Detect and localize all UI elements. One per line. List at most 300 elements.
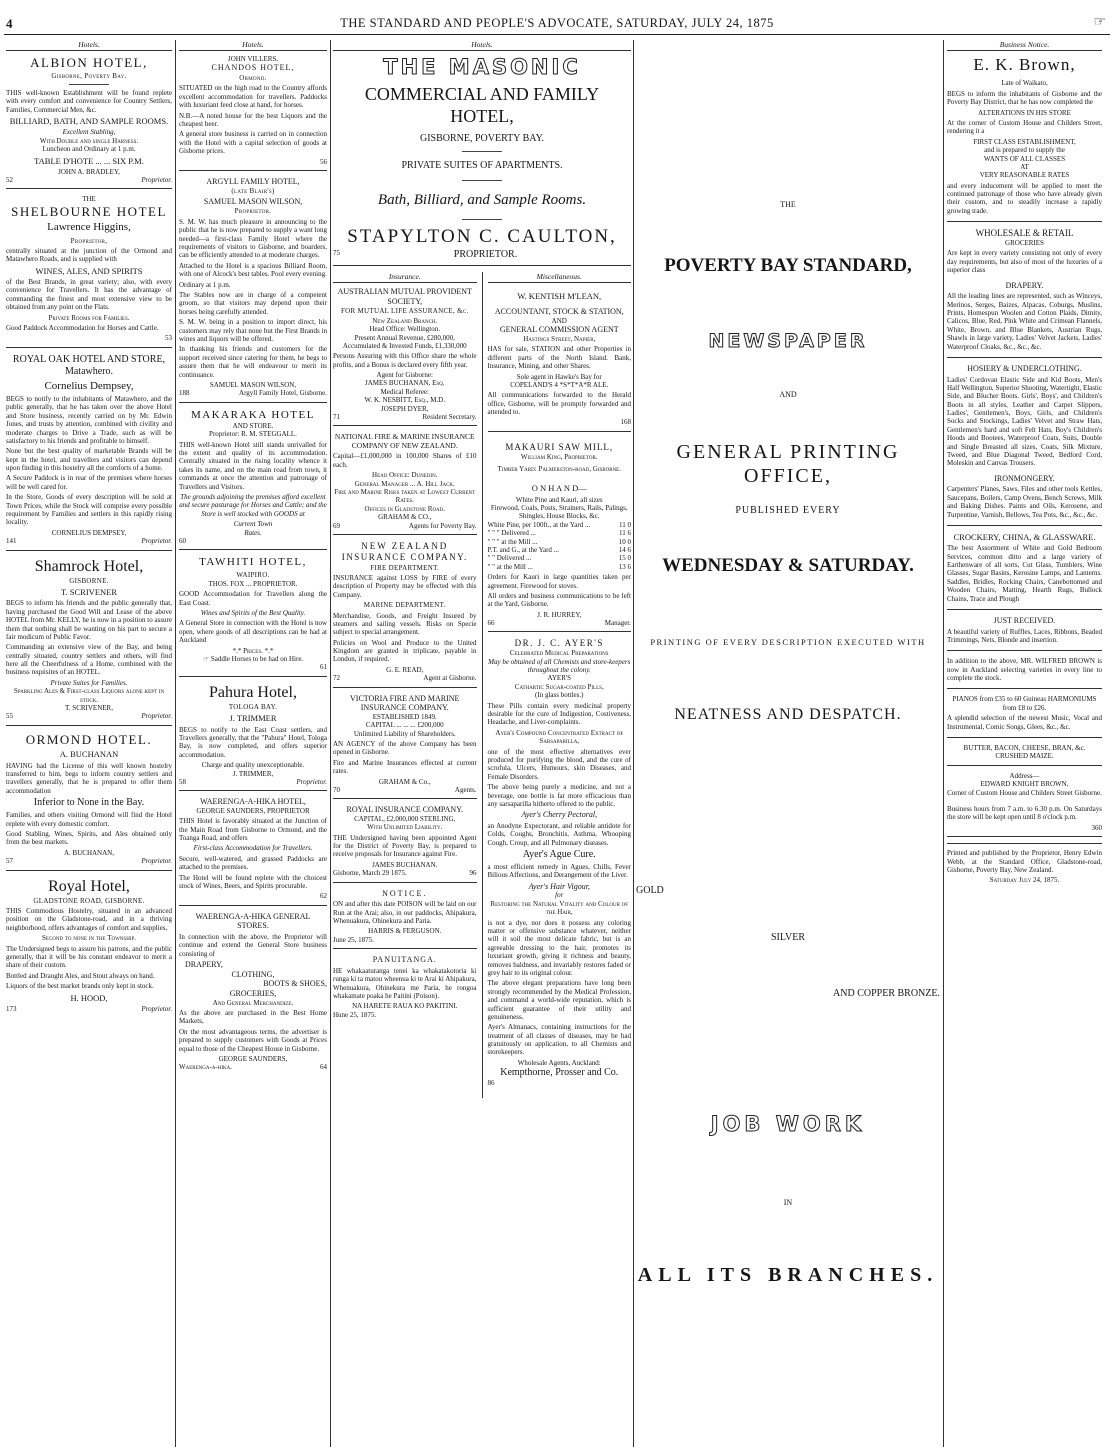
ad-title: SHELBOURNE HOTEL [11,203,167,219]
ad-line: Inferior to None in the Bay. [33,797,145,809]
header-rule [4,34,1110,35]
ad-line: GRAHAM & Co., [378,777,431,786]
ad-line: CAPITAL ... ... ... £200,000 [365,721,444,730]
ad-body: Fire and Marine Insurances effected at current rates. [333,758,477,776]
ad-title: NATIONAL FIRE & MARINE INSURANCE COMPANY OF NEW ZEALAND. [334,432,475,451]
ad-line: Wholesale Agents, Auckland: [517,1058,601,1067]
price-item: " " at the Mill ... [487,562,533,571]
ad-owner: Lawrence Higgins, [47,221,131,234]
ad-title: Pahura Hotel, [209,683,297,701]
ad-line: Luncheon and Ordinary at 1 p.m. [42,145,136,154]
ad-owner: THOS. FOX ... PROPRIETOR. [208,579,298,588]
ad-nz-insurance [333,541,477,688]
ad-body: AN AGENCY of the above Company has been opened in Gisborne. [333,739,477,757]
ad-kentish-mclean [488,291,632,432]
ad-line: JOSEPH DYER, [381,404,429,413]
ad-body: The above elegant preparations have long been strongly recommended by the Medical Profession, and command a world-wide reputation, which is sufficient guarantee of their utility and genuineness. [487,979,631,1021]
ad-line: Ayer's Compound Concentrated Extract of Sarsaparilla, [495,728,624,746]
ad-body: Ordinary at 1 p.m. [179,280,231,289]
ad-line: WANTS OF ALL CLASSES [983,154,1066,163]
ad-line: AND [551,316,567,325]
ad-line: Head Office: Dunedin. [372,471,438,480]
ad-line: Ayer's Cherry Pectoral, [521,810,598,820]
ad-line: AT [1020,162,1029,171]
ad-line: W. K. NESBITT, Esq., M.D. [364,396,445,405]
ad-title: ROYAL OAK HOTEL AND STORE, Matawhero. [12,353,166,377]
ad-line: Agents. [454,785,477,794]
ad-line: Wines and Spirits of the Best Quality. [200,609,306,618]
ad-body: In addition to the above, MR. WILFRED BROWN is now in Auckland selecting varieties in every line to complete the stock. [947,657,1102,683]
ad-number: 96 [469,869,477,878]
ad-proprietor: CORNELIUS DEMPSEY, [51,528,127,537]
ad-body: Persons Assuring with this Office share the whole profits, and a Bonus is declared every fifth year. [333,352,477,369]
col3-subcolumns [333,272,631,1097]
ad-address [947,772,1102,837]
ad-line: IRONMONGERY. [994,473,1055,483]
ad-ek-brown [947,55,1102,222]
ad-list-item: GROCERIES, [229,988,277,998]
ad-line: THE [780,200,796,209]
ad-owner: Cornelius Dempsey, [44,379,134,392]
ad-line: Charge and quality unexceptionable. [201,761,305,770]
ad-line: TABLE D'HOTE ... ... SIX P.M. [34,155,144,166]
ad-just-received [947,616,1102,651]
imprint-text: Printed and published by the Proprietor, Henry Edwin Webb, at the Standard Office, Gladstone-road, Gisborne, Poverty Bay, New Zealand. [947,849,1102,874]
ad-number: 86 [487,1079,495,1088]
ad-title: W. KENTISH M'LEAN, [517,291,602,302]
ad-line: Hastings Street, Napier, [523,334,596,343]
ad-victoria-insurance [333,694,477,800]
ad-line: Second to none in the Township. [42,934,136,943]
ad-title: CHANDOS HOTEL, [211,63,295,73]
ad-body: THE Undersigned having been appointed Agent for the District of Poverty Bay, is prepared to receive proposals for Insurance against Fire. [333,833,477,859]
ad-body: GOOD Accommodation for Travellers along the East Coast. [179,590,327,607]
ad-line: VERY REASONABLE RATES [979,171,1070,180]
ad-line: FOR MUTUAL LIFE ASSURANCE, &c. [340,307,469,316]
ad-number: 52 [6,176,13,185]
ad-body: Policies on Wool and Produce to the United Kingdom are granted in triplicate, payable in London, if required. [333,638,477,664]
ad-line: WINES, ALES, AND SPIRITS [35,265,143,276]
ad-body: In thanking his friends and customers for the support received since catering for them, he begs to assure them that he will endeavour to merit its continuance. [179,345,327,379]
ad-title: ARGYLL FAMILY HOTEL, [206,176,300,186]
ad-body: The best Assortment of White and Gold Bedroom Services, common ditto and a large variety of Earthenware of all sorts, Cut Glass, Tumblers, Wine Glasses, Sugar Basins, Kerosine Lamps, and Lanterns. Saddles, Bridles, Rocking Chairs, Canebottomed and Wooden Chairs, Matting, Hearth Rugs, Bullock Chains, Trace and Plough [947,544,1102,603]
ad-pahura-hotel [179,683,327,792]
price-value: 14 6 [618,545,631,554]
section-heading: Business Notice. [947,40,1102,51]
ad-line: CAPITAL, £2,000,000 STERLING, [354,814,456,823]
ad-line: (In glass bottles.) [535,691,584,700]
ad-place: GISBORNE. [69,576,109,585]
ad-body: Orders for Kauri in large quantities taken per agreement. Firewood for stoves. [487,573,631,590]
ad-makaraka-hotel [179,409,327,551]
ad-number: 58 [179,777,186,786]
divider [69,84,109,85]
ad-line: Unlimited Liability of Shareholders. [353,729,456,738]
ad-line: Private Suites for Families. [50,678,128,687]
ad-owner: J. TRIMMER [229,713,277,724]
section-heading: Hotels. [179,40,327,51]
price-item: White Pine, per 100ft., at the Yard ... [487,520,591,529]
ad-line: Saddle Horses to be had on Hire. [210,655,304,664]
ad-line: May be obtained of all Chemists and store-keepers throughout the colony. [488,657,631,675]
ad-line: JAMES BUCHANAN. [372,860,438,869]
ad-line: White Pine and Kauri, all sizes [515,495,603,504]
ad-body: A splendid selection of the newest Music, Vocal and Instrumental, Comic Songs, Glees, &c., &c. [947,714,1102,731]
ad-shamrock-hotel [6,557,172,726]
ad-line: AND COPPER BRONZE. [833,988,940,999]
ad-body: Are kept in every variety consisting not only of every day requirements, but also of most of the luxuries of a superior class [947,249,1102,275]
column-divider [633,40,634,1447]
ad-number: 53 [165,334,172,343]
ad-line: Agent for Gisborne: [376,371,433,380]
ad-body: The Stables now are in charge of a competent groom, so that visitors may depend upon their horses being carefully attended. [179,290,327,316]
ad-title: COMMERCIAL AND FAMILY HOTEL, [364,84,600,126]
ad-title: ALBION HOTEL, [30,55,148,70]
ad-line: Rates. [244,528,262,537]
ad-line: Sole agent in Hawke's Bay for [516,372,602,381]
ad-line: DRAPERY. [1005,280,1044,290]
ad-line: Offices in Gladstone Road. [364,504,446,513]
ad-title: POVERTY BAY STANDARD, [664,255,912,276]
price-item: " " Delivered ... [487,554,532,563]
ad-line: Resident Secretary. [422,413,477,422]
pointing-hand-icon: ☞ [202,655,211,664]
ad-body: In the Store, Goods of every description will be sold at Town Prices, while the Stock will comprise every possible requirement by Families and settlers in this rapidly rising locality. [6,493,172,527]
ad-title: JOB WORK [710,1112,866,1136]
ad-body: A Secure Paddock is in rear of the premises where horses will be well cared for. [6,474,172,491]
ad-line: GENERAL COMMISSION AGENT [499,325,619,335]
ad-line: AND [779,390,797,399]
ad-proprietor: SAMUEL MASON WILSON, [209,380,297,389]
ad-number: 62 [320,892,327,901]
ad-body: Good Paddock Accommodation for Horses and Cattle. [6,323,159,332]
section-heading: Hotels. [333,40,631,51]
ad-ormond-hotel [6,732,172,871]
ad-proprietor-label: Proprietor. [141,857,172,866]
ad-line: GROCERIES [1005,239,1044,248]
ad-title: ALL ITS BRANCHES. [637,1264,939,1286]
ad-title: ORMOND HOTEL. [25,731,153,747]
ad-body: centrally situated at the junction of the Ormond and Matawhero Roads, and is supplied with [6,247,172,264]
ad-body: of the Best Brands, in great variety; also, with every convenience for Travellers. It has the advantage of commanding the finest and most extensive view to be obtained from any point on the Flats. [6,278,172,312]
ad-proprietor: J. TRIMMER, [232,769,274,778]
ad-line: FIRE DEPARTMENT. [370,563,440,572]
ad-line: PIANOS from £35 to 60 Guineas HARMONIUMS from £8 to £26. [952,695,1097,712]
price-row [488,529,632,537]
ad-line: Excellent Stabling, [62,128,116,137]
ad-body: The Undersigned begs to assure his patrons, and the public generally, that it will be his constant endeavor to merit a share of their custom. [6,944,172,970]
ad-national-insurance [333,432,477,535]
ad-number: 60 [179,536,186,545]
ad-proprietor-label: Proprietor. [141,176,172,185]
ad-line: Manager. [604,619,631,628]
ad-line: PRIVATE SUITES OF APARTMENTS. [401,160,563,172]
ad-tawhiti-hotel [179,556,327,676]
ad-pianos [947,695,1102,738]
ad-body: HAVING had the License of this well known hostelry transferred to him, begs to inform country settlers and travellers generally, that he is prepared to offer them accommodation [6,761,172,795]
ad-line: THE [82,195,96,204]
ad-proprietor-label: Proprietor. [296,777,327,786]
ad-line: FIRST CLASS ESTABLISHMENT, [973,137,1076,146]
ad-line: Medical Referee: [380,387,429,396]
ad-place: Ormond. [239,73,267,82]
ad-body: is not a dye, nor does it possess any coloring matter or offensive substance whatever, neither will it soil the most delicate fabric, but is an agreeable dressing to the hair, promotes its luxuriant growth, giving it richness and beauty, removes baldness, and invariably restores faded or grey hair to its original colour. [487,918,631,977]
ad-body: SITUATED on the high road to the Country affords excellent accommodation for travellers. Paddocks with luxuriant feed close at hand, for horses. [179,84,327,110]
ad-title: E. K. Brown, [973,55,1076,74]
ad-body: BEGS to notify to the East Coast settlers, and Travellers generally, that the "Pahura" Hotel, Tologa Bay, is now completed, and offers superior accommodation. [179,725,327,759]
ad-number: 57 [6,857,13,866]
ad-title: Shamrock Hotel, [34,557,144,575]
ad-groceries [947,228,1102,358]
ad-body: All the leading lines are represented, such as Winceys, Merinos, Serges, Baizes, Alpacas, Coburgs, Muslins, Prints, Homespun Woolen and Cotton Plaids, Dimity, Calicos, Blue, Red, Pink White and Crimean Flannels, White, Brown, and Blue Blankets, Austrian Rugs, Shawls in large variety, Ladies' Velvet Jackets, Ladies' Waterproof Cloaks, &c., &c., &c. [947,292,1102,351]
ad-owner: STAPYLTON C. CAULTON, [347,226,617,248]
column-divider [175,40,176,1447]
ad-line: Ayer's Ague Cure. [522,849,596,861]
column-divider [943,40,944,1447]
ad-number: 66 [487,619,495,628]
ad-proprietor: H. HOOD, [70,992,108,1003]
ad-date: June 25, 1875. [333,935,374,944]
ad-body: Merchandise, Goods, and Freight Insured by steamers and sailing vessels. Risks on Specie subject to special arrangement. [333,611,477,637]
ad-number: 168 [620,418,631,427]
ad-owner: William King, Proprietor. [520,452,598,461]
ad-number: 61 [320,663,327,672]
ad-body: None but the best quality of marketable Brands will be kept in the hotel, and travellers and visitors can depend upon finding in this hostelry all the comforts of a home. [6,447,172,473]
ad-line: ALTERATIONS IN HIS STORE [978,108,1071,117]
ad-wilfred-brown [947,657,1102,689]
price-row [488,538,632,546]
ad-number: 55 [6,712,13,721]
ad-line: Cathartic Sugar-coated Pills, [514,682,604,691]
ad-line: SILVER [770,932,806,943]
ad-body: N.B.—A noted house for the best Liquors and the cheapest beer. [179,111,327,128]
ad-title: Royal Hotel, [48,877,130,895]
price-value: 11 6 [619,529,631,538]
ad-body: ON and after this date POISON will be laid on our Run at the Arai; also, in our paddocks, Ahipakura, Whenuakura, Ohinekura and Paria. [333,900,477,926]
ad-royal-hotel [6,877,172,1018]
ad-line: J. R. HURREY, [537,610,582,619]
ad-waerenga-hotel [179,797,327,906]
ad-line: New Zealand Branch. [372,316,438,325]
ad-line: O N H A N D— [531,483,587,494]
ad-body: BEGS to inform the inhabitants of Gisborne and the Poverty Bay District, that he has now completed the [947,89,1102,107]
ad-body: and every inducement will be applied to meet the continued patronage of those who have already given their custom, and to steadily increase a rapidly growing trade. [947,181,1102,215]
ad-proprietor: A. BUCHANAN, [64,848,114,857]
section-heading: Insurance. [333,272,477,283]
ad-title: WEDNESDAY & SATURDAY. [662,555,914,576]
divider [462,180,502,181]
ad-line: Kempthorne, Prosser and Co. [500,1067,619,1079]
ad-body: As the above are purchased in the Best Home Markets, [179,1008,327,1026]
column-printing-office [636,40,940,1447]
insurance-column [333,272,483,1097]
ad-line: Sparkling Ales & First-class Liquors alone kept in stock. [13,687,165,704]
ad-proprietor-label: Proprietor. [141,712,172,721]
ad-owner: A. BUCHANAN [59,749,119,760]
ad-body: THIS well-known Establishment will be found replete with every comfort and convenience for Country Settlers, Families, Commercial Men, &c. [6,88,172,114]
ad-royal-oak-hotel [6,354,172,551]
ad-number: 141 [6,537,17,546]
ad-title: NEATNESS AND DESPATCH. [674,706,902,723]
masthead: THE STANDARD AND PEOPLE'S ADVOCATE, SATURDAY, JULY 24, 1875 [340,16,774,30]
ad-body: These Pills contain every medicinal property desirable for the cure of Indigestion, Costiveness, Headache, and Liver-complaints. [487,701,631,727]
ad-title: GENERAL PRINTING OFFICE, [676,441,900,487]
miscellaneous-column [488,272,632,1097]
ad-line: General Manager ... A. Hill Jack. [354,479,455,488]
ad-line: GOLD [636,885,664,896]
ad-line: Present Annual Revenue, £280,000, [354,333,455,342]
ad-body: Secure, well-watered, and grassed Paddocks are attached to the premises. [179,854,327,872]
column-hotels-2 [179,40,327,1447]
ad-line: Address— [1009,771,1040,780]
ad-body: THIS Commodious Hostelry, situated in an advanced position on the Gladstone-road, and in a thriving neighborhood, offers advantages of comfort and supplies, [6,907,172,932]
ad-title: MAKARAKA HOTEL [191,408,315,421]
ad-title: AUSTRALIAN MUTUAL PROVIDENT SOCIETY, [337,287,472,306]
divider [462,219,502,220]
ad-proprietor: Proprietor: R. M. STEGGALL. [209,430,297,439]
ad-line: Agent at Gisborne. [423,674,477,683]
ad-signature: Argyll Family Hotel, Gisborne. [239,389,327,398]
ad-line: for [555,891,564,900]
ad-masonic-hotel [333,55,631,266]
ad-body: Business hours from 7 a.m. to 6.30 p.m. On Saturdays the store will be kept open until 8 o'clock p.m. [947,804,1102,822]
ad-amp-society [333,287,477,426]
ad-body: At the corner of Custom House and Childers Street, rendering it a [947,118,1102,136]
ad-body: THIS well-known Hotel still stands unrivalled for the extent and quality of its accommodation. Centrally situated in the rising locality whence it takes its name, and on the main road from town, it commands at once the attention and patronage of Travellers and Visitors. [179,440,327,491]
ad-signature: NA HARETE RAUA KO PAKITINI. [352,1002,458,1011]
ad-proprietor-label: Proprietor. [141,537,172,546]
ad-line: First-class Accommodation for Travellers. [193,844,313,853]
ad-body: BEGS to notify to the inhabitants of Matawhero, and the public generally, that he has taken over the above Hotel and Store business, recently carried on by Mr. Edwin Jones, and trusts by attention, combined with civility and moderate charges to Drive a Trade, such as will be satisfactory to his friends and profitable to himself. [6,394,172,445]
ad-list-item: BOOTS & SHOES, [263,979,327,989]
ad-title: HOSIERY & UNDERCLOTHING. [967,363,1082,373]
price-row [488,554,632,562]
imprint-date: Saturday July 24, 1875. [989,876,1060,885]
ad-place: Waerenga-a-hika. [179,1063,233,1072]
imprint [947,843,1102,885]
price-value: 10 0 [618,537,631,546]
ad-body: BEGS to inform his friends and the public generally that, having purchased the Good Will and Lease of the above HOTEL from Mr. KELLY, he is now in a position to assure them that nothing shall be wanting on his part to secure a fair modicum of Public Favor. [6,599,172,641]
section-heading: Miscellaneous. [488,272,632,283]
ad-body: Ayer's Almanacs, containing instructions for the treatment of all classes of diseases, may be had gratuitously on application, to all Chemists and storekeepers. [487,1023,631,1057]
ad-number: 360 [1091,823,1102,832]
ad-number: 72 [333,674,340,683]
ad-body: Carpenters' Planes, Saws, Files and other tools Kettles, Saucepans, Boilers, Camp Ovens, Bench Screws, Milk and Baking Dishes. Paints and Oils, Kerosene, and Turpentine, Varnish, Bellows, Tea Pots, &c., &c., &c. [947,485,1102,519]
ad-line: Agents for Poverty Bay. [408,521,477,530]
ad-place: WAIPIRO. [236,570,270,579]
ad-line: Head Office: Wellington. [369,325,441,334]
ad-line: COPELAND'S 4 *S*T*A*R ALE. [510,380,609,389]
ad-title: NEWSPAPER [708,330,868,352]
ad-line: Current Town [233,520,273,529]
ad-number: 64 [320,1063,327,1072]
ad-line: G. E. READ, [386,665,424,674]
ad-line: and is prepared to supply the [984,146,1065,155]
ad-title: JUST RECEIVED. [993,615,1056,625]
ad-body: Bottled and Draught Ales, and Stout always on hand. [6,971,155,980]
ad-list-item: CLOTHING, [231,969,275,979]
ad-line: MARINE DEPARTMENT. [363,601,446,610]
ad-body: The grounds adjoining the premises afford excellent and secure pasturage for Horses and Cattle; and the Store is well stocked with GOODS at [179,492,327,518]
ad-albion-hotel [6,55,172,189]
price-row [488,521,632,529]
ad-owner: JOHN VILLERS, [227,55,279,63]
ad-list-item: And General Merchandize. [212,998,294,1007]
ad-line: BUTTER, BACON, CHEESE, BRAN, &c. CRUSHED MAIZE. [963,744,1086,761]
ad-title: WAERENGA-A-HIKA HOTEL, [200,797,306,807]
ad-line: AYER'S [547,674,572,683]
price-row [488,546,632,554]
ad-title: TAWHITI HOTEL, [199,556,307,569]
ad-butter [947,744,1102,766]
ad-line: Restoring the Natural Vitality and Colour of the Hair, [490,899,629,917]
ad-waerenga-stores [179,912,327,1076]
ad-number: 69 [333,521,340,530]
ad-body: On the most advantageous terms, the advertiser is prepared to supply customers with Goods at Prices equal to those of the Cheapest House in Gisborne. [179,1027,327,1053]
column-hotels-3 [333,40,631,1447]
ad-title: VICTORIA FIRE AND MARINE INSURANCE COMPANY. [350,693,460,713]
ad-date: Hune 25, 1875. [333,1010,377,1019]
ad-body: THIS Hotel is favorably situated at the Junction of the Main Road from Gisborne to Ormond, and the Toanga Road, and offers [179,817,327,843]
ad-title: WAERENGA-A-HIKA GENERAL STORES. [195,911,311,931]
divider [462,151,502,152]
ad-body: All orders and business communications to be left at the Yard, Gisborne. [487,591,631,609]
ad-title: MAKAURI SAW MILL, [505,441,614,452]
ad-body: All communications forwarded to the Herald office, Gisborne, will be promptly forwarded and attended to. [487,391,631,417]
ad-body: The Hotel will be found replete with the choicest stock of Wines, Beers, and Spirits procurable. [179,873,327,891]
ad-number: 173 [6,1004,17,1013]
ad-proprietor: JOHN A. BRADLEY, [58,167,120,176]
ad-line: GRAHAM & CO., [378,513,432,522]
ad-body: one of the most effective alternatives ever produced for purifying the blood, and the cure of scrofula, Ulcers, Humours, skin Diseases, and Female Disorders. [487,747,631,781]
ad-line: (late Blair's) [231,187,275,196]
ad-line: Ayer's Hair Vigour, [528,881,590,891]
price-item: P.T. and G., at the Yard ... [487,545,559,554]
ad-line: AND STORE. [232,421,274,430]
ad-line: Timber Yard: Palmerston-road, Gisborne. [497,465,621,474]
ad-line: PUBLISHED EVERY [735,505,841,516]
page-number: 4 [6,16,13,31]
price-value: 15 0 [618,554,631,563]
ad-line: Firewood, Coals, Posts, Strainers, Rails, Palings, Shingles, House Blocks, &c. [490,504,628,521]
ad-line: JAMES BUCHANAN, Esq. [364,379,445,388]
ad-body: INSURANCE against LOSS by FIRE of every description of Property may be effected with this Company. [333,573,477,599]
ad-chandos-hotel [179,55,327,171]
ad-signature: HARRIS & FERGUSON. [368,927,442,936]
ad-line: Private Rooms for Families. [48,313,130,322]
ad-body: Liquors of the best market brands only kept in stock. [6,982,154,991]
ad-owner: GEORGE SAUNDERS, PROPRIETOR [196,806,310,815]
ad-proprietor-label: PROPRIETOR. [453,249,518,261]
ad-title: ROYAL INSURANCE COMPANY. [346,805,463,815]
ad-proprietor-label: Proprietor. [234,207,272,216]
pointing-hand-icon: ☞ [1093,15,1106,30]
ad-line: Bath, Billiard, and Sample Rooms. [377,192,587,209]
ad-title: THE MASONIC [383,55,581,79]
ad-owner: EDWARD KNIGHT BROWN, [980,780,1069,789]
ad-line: Accumulated & Invested Funds, £1,330,000 [342,341,467,350]
ad-owner: SAMUEL MASON WILSON, [203,196,303,206]
ad-title: WHOLESALE & RETAIL [975,228,1074,239]
ad-body: The above being purely a medicine, and not a beverage, one bottle is far more efficacious than any sarsaparilla hitherto offered to the public. [487,783,631,808]
ad-body: A General Store in connection with the Hotel is now open, where goods of all descriptions can be had at Auckland [179,619,327,645]
ad-title: PANUITANGA. [372,955,437,965]
ad-ayers-preparations [488,638,632,1091]
ad-crockery [947,532,1102,610]
column-hotels-1 [6,40,172,1447]
ad-line: With Unlimited Liability. [367,823,443,832]
column-divider [330,40,331,1447]
